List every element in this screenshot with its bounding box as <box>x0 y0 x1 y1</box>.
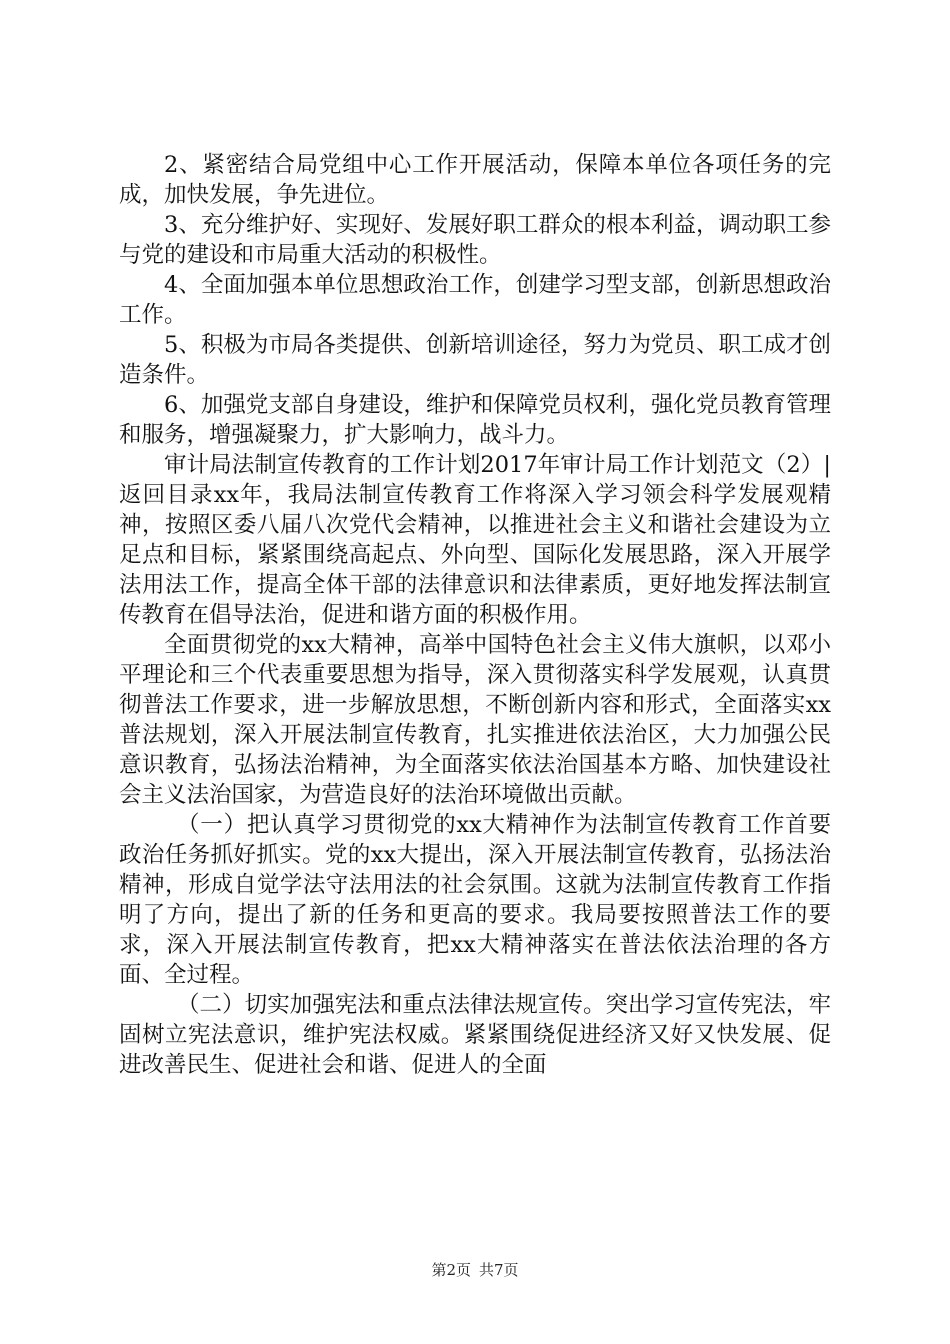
paragraph-item-6: 6、加强党支部自身建设，维护和保障党员权利，强化党员教育管理和服务，增强凝聚力，扩大影响力，战斗力。 <box>119 392 831 448</box>
paragraph-audit-plan-intro: 审计局法制宣传教育的工作计划2017年审计局工作计划范文（2）|返回目录xx年，我局法制宣传教育工作将深入学习领会科学发展观精神，按照区委八届八次党代会精神，以推进社会主义和谐社会建设为立足点和目标，紧紧围绕高起点、外向型、国际化发展思路，深入开展学法用法工作，提高全体干部的法律意识和法律素质，更好地发挥法制宣传教育在倡导法治，促进和谐方面的积极作用。 <box>119 452 831 628</box>
paragraph-section-two: （二）切实加强宪法和重点法律法规宣传。突出学习宣传宪法，牢固树立宪法意识，维护宪法权威。紧紧围绕促进经济又好又快发展、促进改善民生、促进社会和谐、促进人的全面 <box>119 992 831 1078</box>
paragraph-item-5: 5、积极为市局各类提供、创新培训途径，努力为党员、职工成才创造条件。 <box>119 332 831 388</box>
paragraph-section-one: （一）把认真学习贯彻党的xx大精神作为法制宣传教育工作首要政治任务抓好抓实。党的xx大提出，深入开展法制宣传教育，弘扬法治精神，形成自觉学法守法用法的社会氛围。这就为法制宣传教育工作指明了方向，提出了新的任务和更高的要求。我局要按照普法工作的要求，深入开展法制宣传教育，把xx大精神落实在普法依法治理的各方面、全过程。 <box>119 812 831 988</box>
page-total: 共7页 <box>479 1261 519 1279</box>
paragraph-item-2: 2、紧密结合局党组中心工作开展活动，保障本单位各项任务的完成，加快发展，争先进位。 <box>119 152 831 208</box>
page-number: 第2页 <box>431 1261 471 1279</box>
paragraph-item-3: 3、充分维护好、实现好、发展好职工群众的根本利益，调动职工参与党的建设和市局重大活动的积极性。 <box>119 212 831 268</box>
paragraph-item-4: 4、全面加强本单位思想政治工作，创建学习型支部，创新思想政治工作。 <box>119 272 831 328</box>
page-footer <box>0 1261 950 1279</box>
document-body <box>119 150 831 1080</box>
paragraph-guiding-thought: 全面贯彻党的xx大精神，高举中国特色社会主义伟大旗帜，以邓小平理论和三个代表重要思想为指导，深入贯彻落实科学发展观，认真贯彻普法工作要求，进一步解放思想，不断创新内容和形式，全面落实xx普法规划，深入开展法制宣传教育，扎实推进依法治区，大力加强公民意识教育，弘扬法治精神，为全面落实依法治国基本方略、加快建设社会主义法治国家，为营造良好的法治环境做出贡献。 <box>119 632 831 808</box>
